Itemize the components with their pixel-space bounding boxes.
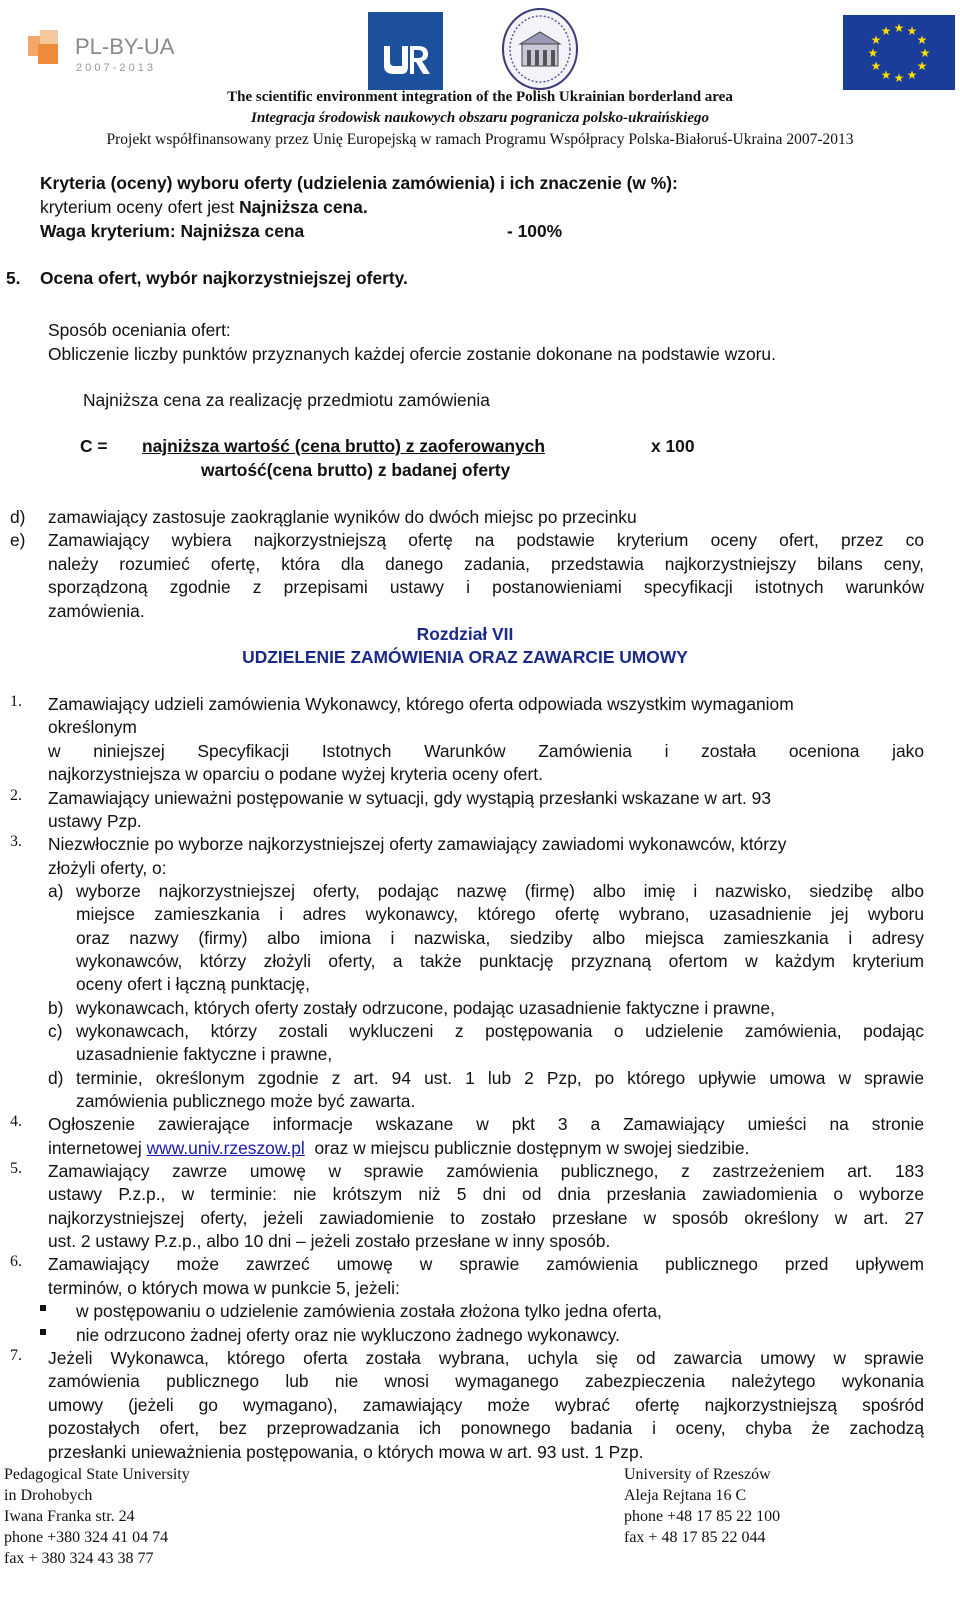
item-e-line: należy rozumieć ofertę, która dla danego zadania, przedstawia najkorzystniejszy bilans ceny, — [48, 554, 924, 574]
criteria-title: Kryteria (oceny) wyboru oferty (udzielenia zamówienia) i ich znaczenie (w %): — [40, 173, 678, 193]
item-7-line: umowy (jeżeli go wymagano), zamawiający może wybrać ofertę najkorzystniejszą spośród — [48, 1395, 924, 1415]
footer-left-address — [4, 1464, 190, 1569]
item-6-bullet: nie odrzucono żadnej oferty oraz nie wykluczono żadnego wykonawcy. — [76, 1325, 620, 1345]
criteria-lowest-price: Najniższa cena. — [239, 197, 368, 217]
item-3b-label: b) — [48, 998, 64, 1018]
item-4-suffix: oraz w miejscu publicznie dostępnym w swojej siedzibie. — [304, 1138, 750, 1158]
item-7-number: 7. — [10, 1347, 22, 1364]
bullet-square-icon — [40, 1329, 46, 1335]
eu-flag — [843, 15, 955, 90]
item-1-line: w niniejszej Specyfikacji Istotnych Warunków Zamówienia i została oceniona jako — [48, 741, 924, 761]
formula-c: C = — [80, 436, 108, 456]
item-d-label: d) — [10, 507, 26, 527]
item-4-line2 — [48, 1136, 749, 1160]
item-4-line: Ogłoszenie zawierające informacje wskazane w pkt 3 a Zamawiający umieści na stronie — [48, 1114, 924, 1134]
item-3d-label: d) — [48, 1068, 64, 1088]
header-line-polish: Integracja środowisk naukowych obszaru pogranicza polsko-ukraińskiego — [251, 110, 709, 126]
item-5-line: najkorzystniejszej oferty, jeżeli zawiadomienie to zostało przesłane w sposób określony w art. 27 — [48, 1208, 924, 1228]
footer-left-line: fax + 380 324 43 38 77 — [4, 1550, 154, 1567]
svg-text:★: ★ — [880, 24, 892, 38]
formula-denominator: wartość(cena brutto) z badanej oferty — [201, 460, 511, 480]
svg-text:★: ★ — [916, 59, 928, 73]
formula-title: Najniższa cena za realizację przedmiotu zamówienia — [83, 390, 490, 410]
item-6-line: Zamawiający może zawrzeć umowę w sprawie zamówienia publicznego przed upływem — [48, 1254, 924, 1274]
method-text: Obliczenie liczby punktów przyznanych każdej ofercie zostanie dokonane na podstawie wzoru. — [48, 344, 776, 364]
item-3a-label: a) — [48, 881, 64, 901]
item-d-text: zamawiający zastosuje zaokrąglanie wyników do dwóch miejsc po przecinku — [48, 507, 637, 527]
formula-numerator: najniższa wartość (cena brutto) z zaoferowanych — [142, 436, 545, 456]
item-7-line: przesłanki unieważnienia postępowania, o których mowa w art. 93 ust. 1 Pzp. — [48, 1442, 644, 1462]
svg-text:★: ★ — [906, 68, 918, 82]
section-5-number: 5. — [6, 268, 21, 288]
footer-left-line: phone +380 324 41 04 74 — [4, 1529, 169, 1546]
university-rzeszow-logo — [368, 12, 443, 90]
footer-right-line: University of Rzeszów — [624, 1466, 771, 1483]
item-7-line: pozostałych ofert, bez przeprowadzania ich ponownego badania i oceny, chyba że zachodzą — [48, 1418, 924, 1438]
item-1-number: 1. — [10, 693, 22, 710]
svg-text:★: ★ — [870, 33, 882, 47]
footer-right-line: Aleja Rejtana 16 C — [624, 1487, 747, 1504]
criteria-line-prefix: kryterium oceny ofert jest — [40, 197, 240, 217]
item-3-line: Niezwłocznie po wyborze najkorzystniejszej oferty zamawiający zawiadomi wykonawców, którzy — [48, 834, 787, 854]
item-1-line: Zamawiający udzieli zamówienia Wykonawcy, którego oferta odpowiada wszystkim wymaganiom — [48, 694, 794, 714]
svg-text:★: ★ — [893, 21, 905, 35]
item-4-number: 4. — [10, 1113, 22, 1130]
item-5-line: ustawy P.z.p., w terminie: nie krótszym niż 5 dni od dnia przesłania zawiadomienia o wyborze — [48, 1184, 924, 1204]
item-e-line: zamówienia. — [48, 601, 145, 621]
criteria-weight-value: - 100% — [507, 221, 563, 241]
item-3a-line: wykonawców, którzy złożyli oferty, a także punktację przyznaną ofertom w każdym kryterium — [76, 951, 924, 971]
item-3d-line: terminie, określonym zgodnie z art. 94 ust. 1 lub 2 Pzp, po którego upływie umowa w sprawie — [76, 1068, 924, 1088]
criteria-line — [40, 195, 368, 219]
item-7-line: Jeżeli Wykonawca, którego oferta została wybrana, uchyla się od zawarcia umowy w sprawie — [48, 1348, 924, 1368]
svg-text:★: ★ — [906, 24, 918, 38]
seal-icon — [500, 6, 580, 92]
item-3d-line: zamówienia publicznego może być zawarta. — [76, 1091, 416, 1111]
item-e-line: sporządzoną zgodnie z przepisami ustawy i postanowieniami specyfikacji istotnych warunków — [48, 577, 924, 597]
item-5-line: ust. 2 ustawy P.z.p., albo 10 dni – jeżeli zostało przesłane w inny sposób. — [48, 1231, 611, 1251]
item-3-line: złożyli oferty, o: — [48, 858, 167, 878]
item-2-number: 2. — [10, 787, 22, 804]
item-3-number: 3. — [10, 833, 22, 850]
svg-text:★: ★ — [893, 71, 905, 85]
item-3a-line: oraz nazwy (firmy) albo imiona i nazwiska, siedziby albo miejsca zamieszkania i adresy — [76, 928, 924, 948]
pl-by-ua-logo-text: PL-BY-UA — [75, 34, 175, 59]
header-line-cofinancing: Projekt współfinansowany przez Unię Europejską w ramach Programu Współpracy Polska-Białoruś-Ukraina 2007-2013 — [106, 131, 854, 148]
item-3a-line: oceny ofert i łączną punktację, — [76, 974, 310, 994]
drohobych-university-seal — [500, 6, 580, 92]
footer-right-line: fax + 48 17 85 22 044 — [624, 1529, 766, 1546]
item-7-line: zamówienia publicznego lub nie wnosi wymaganego zabezpieczenia należytego wykonania — [48, 1371, 924, 1391]
item-2-line: Zamawiający unieważni postępowanie w sytuacji, gdy wystąpią przesłanki wskazane w art. 93 — [48, 788, 772, 808]
svg-text:★: ★ — [916, 33, 928, 47]
footer-left-line: in Drohobych — [4, 1487, 93, 1504]
item-2-line: ustawy Pzp. — [48, 811, 142, 831]
item-4-prefix: internetowej — [48, 1138, 147, 1158]
university-website-link[interactable]: www.univ.rzeszow.pl — [146, 1138, 305, 1158]
item-3b-text: wykonawcach, których oferty zostały odrzucone, podając uzasadnienie faktyczne i prawne, — [76, 998, 775, 1018]
item-e-line: Zamawiający wybiera najkorzystniejszą ofertę na podstawie kryterium oceny ofert, przez co — [48, 530, 924, 550]
pl-by-ua-logo — [20, 28, 190, 78]
header-line-english: The scientific environment integration of the Polish Ukrainian borderland area — [227, 89, 733, 105]
formula-multiplier: x 100 — [651, 436, 695, 456]
footer-right-address — [624, 1464, 780, 1548]
method-label: Sposób oceniania ofert: — [48, 320, 231, 340]
item-6-line: terminów, o których mowa w punkcie 5, jeżeli: — [48, 1278, 400, 1298]
svg-text:★: ★ — [870, 59, 882, 73]
bullet-square-icon — [40, 1305, 46, 1311]
item-6-number: 6. — [10, 1253, 22, 1270]
item-3c-label: c) — [48, 1021, 63, 1041]
item-5-line: Zamawiający zawrze umowę w sprawie zamówienia publicznego, z zastrzeżeniem art. 183 — [48, 1161, 924, 1181]
item-3a-line: miejsce zamieszkania i adres wykonawcy, którego ofertę wybrano, uzasadnienie jej wyboru — [76, 904, 924, 924]
pl-by-ua-logo-mark-icon — [20, 28, 80, 78]
section-5-title: Ocena ofert, wybór najkorzystniejszej oferty. — [40, 268, 408, 288]
footer-right-line: phone +48 17 85 22 100 — [624, 1508, 781, 1525]
svg-text:★: ★ — [919, 46, 931, 60]
criteria-weight-label: Waga kryterium: Najniższa cena — [40, 221, 305, 241]
svg-text:★: ★ — [880, 68, 892, 82]
item-e-label: e) — [10, 530, 26, 550]
chapter-title: Rozdział VII — [416, 624, 514, 644]
footer-left-line: Iwana Franka str. 24 — [4, 1508, 135, 1525]
item-3a-line: wyborze najkorzystniejszej oferty, podając nazwę (firmę) albo imię i nazwisko, siedzibę albo — [76, 881, 924, 901]
eu-stars-icon — [843, 15, 955, 90]
footer-left-line: Pedagogical State University — [4, 1466, 190, 1483]
svg-text:★: ★ — [867, 46, 879, 60]
item-3c-line: uzasadnienie faktyczne i prawne, — [76, 1044, 333, 1064]
item-5-number: 5. — [10, 1160, 22, 1177]
item-1-line: określonym — [48, 717, 137, 737]
item-3c-line: wykonawcach, którzy zostali wykluczeni z postępowania o udzielenie zamówienia, podając — [76, 1021, 924, 1041]
chapter-subtitle: UDZIELENIE ZAMÓWIENIA ORAZ ZAWARCIE UMOWY — [242, 647, 688, 667]
pl-by-ua-logo-years: 2 0 0 7 - 2 0 1 3 — [76, 62, 154, 74]
ur-logo-icon — [368, 12, 443, 90]
item-1-line: najkorzystniejsza w oparciu o podane wyżej kryteria oceny ofert. — [48, 764, 543, 784]
item-6-bullet: w postępowaniu o udzielenie zamówienia została złożona tylko jedna oferta, — [76, 1301, 662, 1321]
